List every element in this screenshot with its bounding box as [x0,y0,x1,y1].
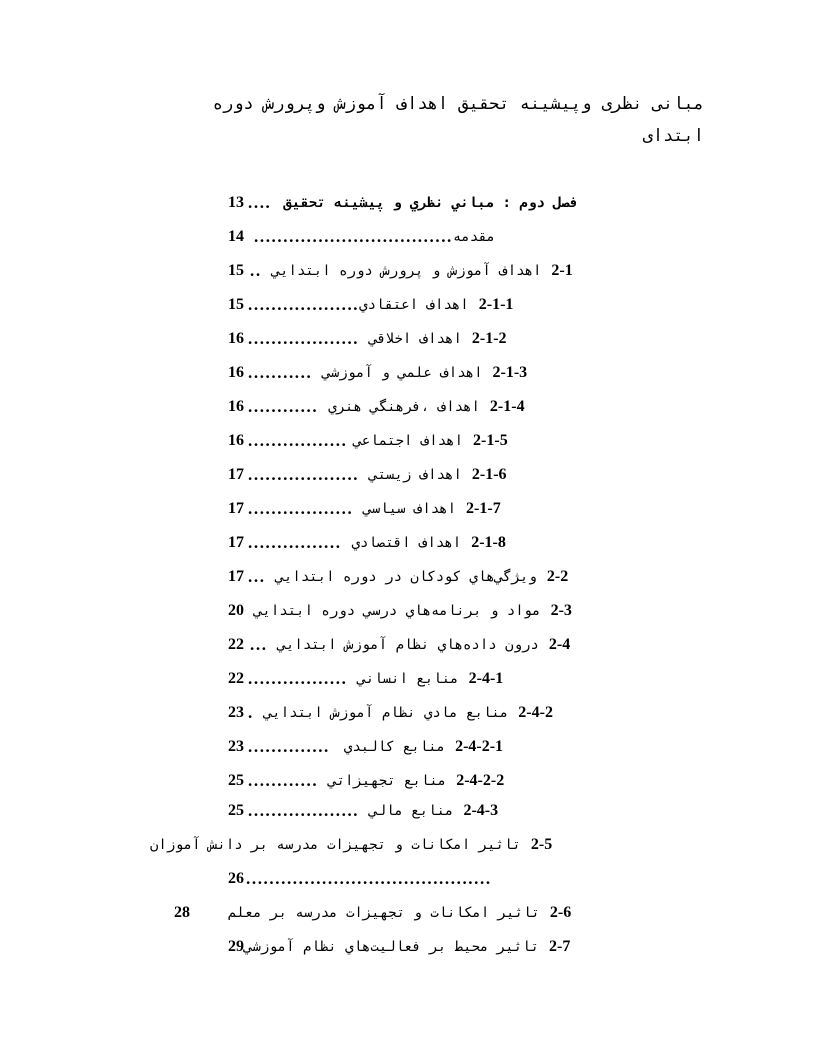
entry-title: درون داده‌هاي نظام آموزش ابتدايي [277,637,539,653]
entry-title: منابع مالي [369,803,454,819]
entry-title: اهداف اجتماعي [353,433,464,449]
entry-title: منابع تجهيزاتي [328,773,447,789]
toc-entry [228,495,501,523]
toc-entry [228,257,573,285]
leader-dots: ............ [248,771,319,790]
page-number: 25 [228,772,244,789]
page-number: 29 [228,938,244,955]
leader-dots: .... [248,193,272,212]
leader-dots: .............. [248,737,330,756]
leader-dots: ................... [248,329,360,348]
page-number: 16 [228,398,244,415]
section-number: 2-4-2 [518,704,553,721]
toc-entry [228,291,513,319]
entry-title: منابع كالبدي [343,739,446,755]
page-number: 16 [228,364,244,381]
page-number: 22 [228,636,244,653]
page-number: 15 [228,262,244,279]
toc-entry [228,797,498,825]
page-number: 25 [228,802,244,819]
leader-dots: ............ [248,397,319,416]
entry-title: اهداف آموزش و پرورش دوره ابتدايي [271,263,542,279]
toc-entry [228,461,507,489]
toc-entry [228,733,503,761]
entry-title: اهداف اعتقادي [359,297,469,313]
section-number: 2-1-4 [489,398,525,415]
page-number: 28 [174,904,190,921]
toc-entry [228,631,570,659]
entry-title: اهداف اخلاقي [369,331,462,347]
entry-title: اهداف زيستي [369,467,462,483]
toc-entry [228,767,504,795]
page-number: 22 [228,670,244,687]
entry-title: مقدمه [452,229,496,245]
section-number: 2-4-3 [463,802,499,819]
section-number: 2-4-2-2 [456,772,505,789]
section-number: 2-2 [546,568,569,585]
section-number: 2-1-7 [466,500,501,517]
page-number: 23 [228,738,244,755]
entry-title: تاثير محيط بر فعاليت‌هاي نظام آموزشي [244,939,540,955]
section-number: 2-1 [551,262,573,279]
leader-dots: ................... [248,295,360,314]
entry-title: اهداف سياسي [363,501,457,517]
leader-dots: .......................................... [246,869,492,888]
page-number: 15 [228,296,244,313]
toc-entry [228,529,506,557]
page-number: 16 [228,432,244,449]
leader-dots: .................. [248,499,354,518]
leader-dots: . [248,703,254,722]
section-number: 2-4-2-1 [455,738,504,755]
page-number: 17 [228,466,244,483]
toc-entry [228,665,503,693]
entry-title: تاثير امكانات و تجهيزات مدرسه بر دانش آموزان [150,837,521,853]
document-title-line-1: مبانی نظری وپیشینه تحقیق اهداف آموزش وپرورش دوره [212,94,704,114]
leader-dots: ................. [248,669,348,688]
entry-title: اهداف اقتصادي [351,535,462,551]
section-number: 2-1-2 [471,330,507,347]
section-number: 2-5 [530,836,553,853]
toc-entry [228,393,525,421]
leader-dots: ... [250,635,268,654]
toc-entry [228,427,508,455]
toc-entry-continuation [228,865,492,893]
page-number: 16 [228,330,244,347]
entry-title: اهداف علمي و آموزشي [322,365,483,381]
section-number: 2-4-1 [468,670,504,687]
toc-entry [228,223,495,251]
toc-entry [228,699,553,727]
section-number: 2-1-8 [471,534,506,551]
entry-title: منابع مادي نظام آموزش ابتدايي [263,705,509,721]
leader-dots: ... [248,567,266,586]
toc-entry [228,359,527,387]
page-number: 14 [228,228,244,245]
toc-entry [228,597,572,625]
section-number: 2-4 [548,636,571,653]
page-number: 23 [228,704,244,721]
entry-title: ويژگي‌هاي كودكان در دوره ابتدايي [275,569,537,585]
page-number: 13 [228,194,244,211]
leader-dots: .................................. [254,227,453,246]
leader-dots: ................... [248,801,360,820]
toc-entry [174,899,571,927]
section-number: 2-1-1 [478,296,514,313]
page-number: 26 [228,870,244,887]
toc-entry [228,933,570,961]
toc-entry [228,189,578,217]
section-number: 2-1-3 [492,364,528,381]
entry-title: تاثير امكانات و تجهيزات مدرسه بر معلم [228,905,540,921]
leader-dots: ........... [248,363,313,382]
section-number: 2-7 [549,938,571,955]
page-number: 20 [228,602,244,619]
section-number: 2-6 [549,904,572,921]
page-number: 17 [228,500,244,517]
toc-entry [228,325,507,353]
section-number: 2-1-5 [473,432,508,449]
toc-entry [228,563,568,591]
section-number: 2-1-6 [471,466,507,483]
leader-dots: .. [250,261,262,280]
entry-title: اهداف ،فرهنگي هنري [328,399,480,415]
page-number: 17 [228,568,244,585]
toc-entry [150,831,552,859]
leader-dots: ................... [248,465,360,484]
leader-dots: ................. [248,431,348,450]
section-number: 2-3 [550,602,572,619]
entry-title: منابع انساني [357,671,459,687]
entry-title: مواد و برنامه‌هاي درسي دوره ابتدايي [254,603,541,619]
page-number: 17 [228,534,244,551]
entry-title: فصل دوم : مباني نظري و پيشينه تحقيق [283,195,579,211]
document-title-line-2: ابتدای [642,126,704,146]
leader-dots: ................ [248,533,342,552]
